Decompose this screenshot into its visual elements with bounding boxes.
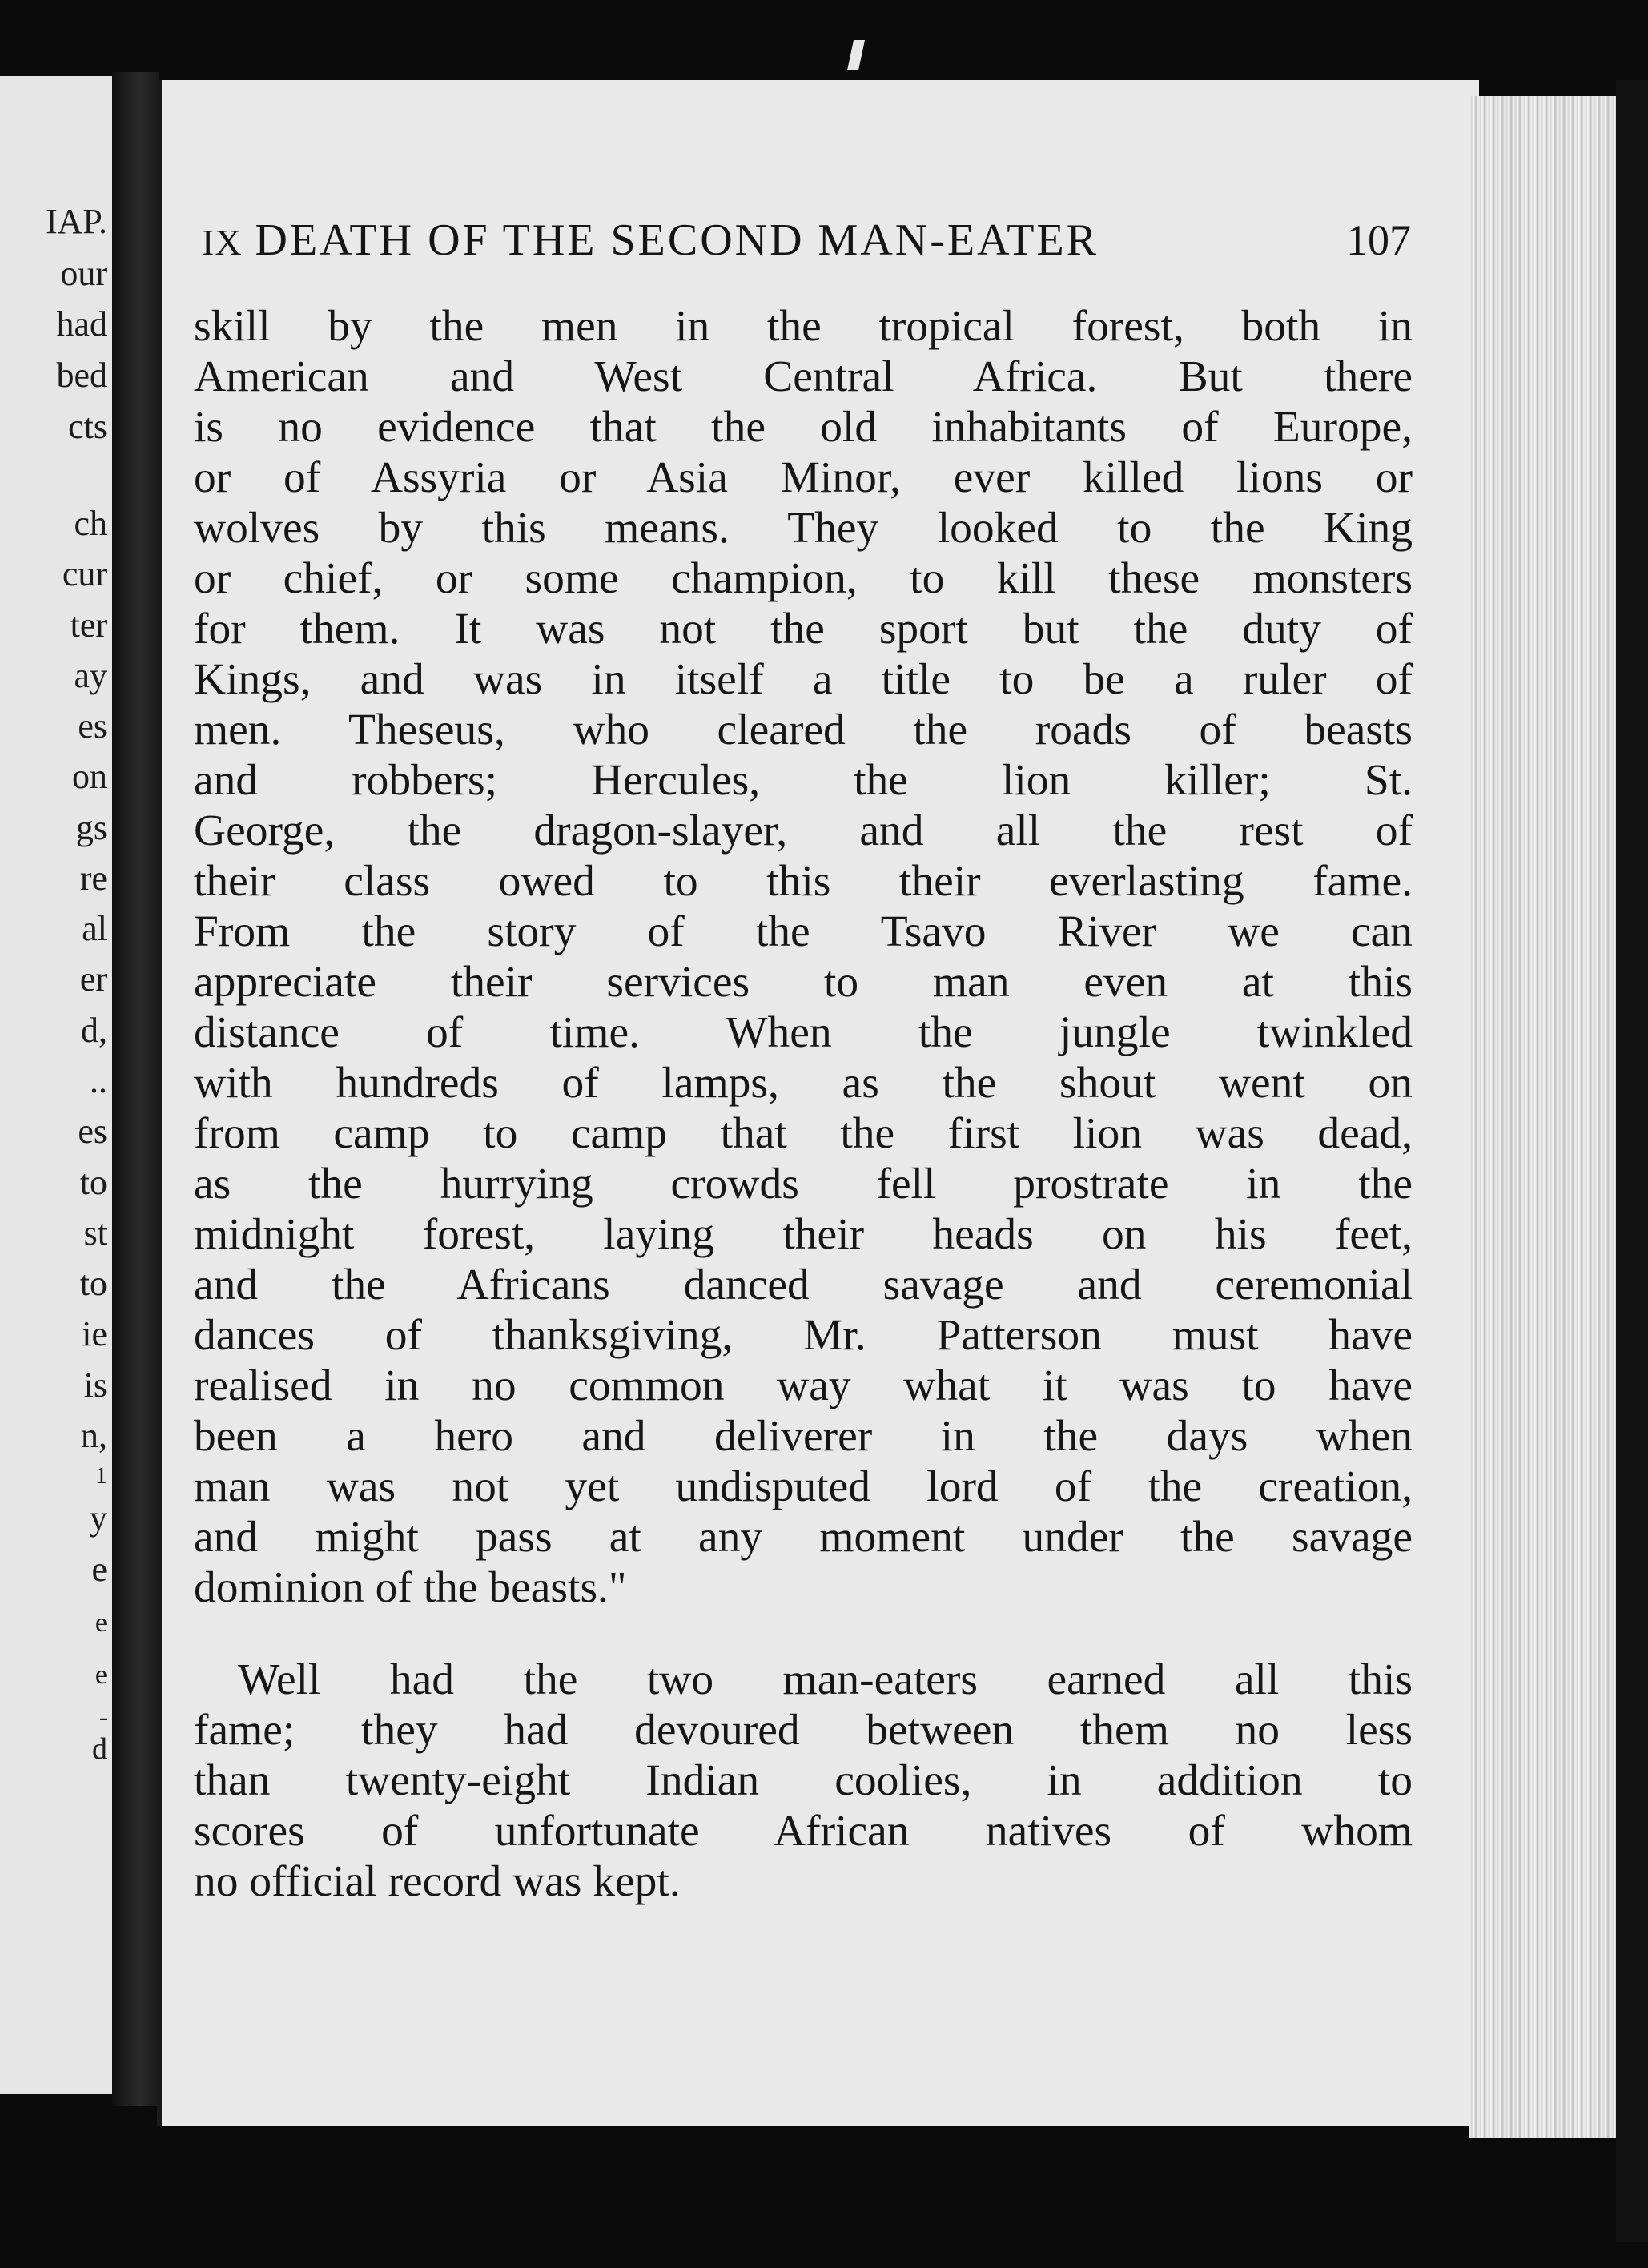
facing-page-fragment: d	[92, 1732, 107, 1766]
book-page	[157, 80, 1479, 2126]
book-cover-edge	[1616, 80, 1648, 2242]
facing-page-fragment: ch	[74, 504, 107, 543]
facing-page-fragment: e	[94, 1608, 107, 1638]
text-line: and might pass at any moment under the savage	[194, 1513, 1413, 1562]
facing-page-fragment: 1	[95, 1462, 107, 1489]
facing-page-fragment: cur	[62, 554, 107, 593]
facing-page-fragment: bed	[56, 356, 107, 395]
text-line: with hundreds of lamps, as the shout went on	[194, 1059, 1413, 1108]
page-title: DEATH OF THE SECOND MAN-EATER	[255, 215, 1099, 265]
text-line: realised in no common way what it was to have	[194, 1361, 1413, 1410]
facing-page-fragment: st	[83, 1213, 107, 1253]
text-line: man was not yet undisputed lord of the creation,	[194, 1462, 1413, 1511]
running-head	[202, 215, 1411, 279]
facing-page-fragment: es	[78, 706, 107, 746]
text-line: men. Theseus, who cleared the roads of beasts	[194, 706, 1413, 754]
text-line: dances of thanksgiving, Mr. Patterson must have	[194, 1311, 1413, 1360]
facing-page-fragment: on	[72, 757, 107, 796]
facing-page	[0, 76, 112, 2094]
text-line: distance of time. When the jungle twinkled	[194, 1008, 1413, 1057]
page-number: 107	[1346, 216, 1411, 264]
text-line: than twenty-eight Indian coolies, in addition to	[194, 1756, 1413, 1805]
facing-page-fragment: to	[79, 1264, 107, 1303]
text-line: for them. It was not the sport but the duty of	[194, 605, 1413, 653]
facing-page-fragment: e	[94, 1660, 107, 1690]
text-line: from camp to camp that the first lion was dead,	[194, 1109, 1413, 1158]
facing-page-fragment: es	[78, 1112, 107, 1151]
text-line: George, the dragon-slayer, and all the rest of	[194, 806, 1413, 855]
text-line: no official record was kept.	[194, 1857, 681, 1906]
facing-page-fragment: our	[60, 254, 107, 293]
facing-page-fragment: ie	[82, 1314, 107, 1353]
text-line: Kings, and was in itself a title to be a ruler of	[194, 655, 1413, 704]
text-line: appreciate their services to man even at this	[194, 958, 1413, 1007]
facing-page-fragment: had	[56, 304, 107, 344]
text-line: dominion of the beasts."	[194, 1563, 627, 1612]
facing-page-fragment: is	[83, 1365, 107, 1405]
facing-page-fragment: e	[91, 1550, 107, 1589]
facing-page-fragment: er	[79, 959, 107, 999]
facing-page-fragment: ..	[90, 1061, 107, 1100]
text-line: skill by the men in the tropical forest, both in	[194, 302, 1413, 351]
text-line: their class owed to this their everlasting fame.	[194, 857, 1413, 906]
facing-page-fragment: to	[79, 1163, 107, 1202]
facing-page-fragment: ay	[74, 656, 107, 695]
text-line: as the hurrying crowds fell prostrate in the	[194, 1160, 1413, 1208]
text-line: fame; they had devoured between them no less	[194, 1706, 1413, 1755]
facing-page-fragment: IAP.	[45, 202, 107, 241]
text-line: is no evidence that the old inhabitants of Europe,	[194, 403, 1413, 452]
book-gutter	[112, 72, 159, 2106]
chapter-number: IX	[202, 222, 243, 263]
facing-page-fragment: n,	[81, 1416, 107, 1455]
text-line: scores of unfortunate African natives of whom	[194, 1807, 1413, 1856]
facing-page-fragment: -	[99, 1704, 107, 1731]
text-line: and robbers; Hercules, the lion killer; St.	[194, 756, 1413, 805]
facing-page-fragment: y	[90, 1498, 107, 1538]
text-line: wolves by this means. They looked to the King	[194, 504, 1413, 553]
text-line: Well had the two man-eaters earned all this	[238, 1655, 1413, 1704]
facing-page-fragment: cts	[68, 407, 107, 446]
text-line: From the story of the Tsavo River we can	[194, 907, 1413, 956]
text-line: midnight forest, laying their heads on his feet,	[194, 1210, 1413, 1259]
facing-page-fragment: re	[79, 859, 107, 898]
facing-page-fragment: gs	[75, 808, 107, 847]
text-line: American and West Central Africa. But there	[194, 352, 1413, 401]
text-line: been a hero and deliverer in the days when	[194, 1412, 1413, 1461]
text-line: and the Africans danced savage and ceremonial	[194, 1261, 1413, 1309]
facing-page-fragment: al	[82, 909, 107, 948]
text-line: or chief, or some champion, to kill these monsters	[194, 554, 1413, 603]
facing-page-fragment: d,	[81, 1011, 107, 1050]
scan-artifact	[847, 40, 865, 70]
facing-page-fragment: ter	[70, 605, 107, 645]
page-edges	[1469, 96, 1618, 2138]
text-line: or of Assyria or Asia Minor, ever killed lions or	[194, 453, 1413, 502]
